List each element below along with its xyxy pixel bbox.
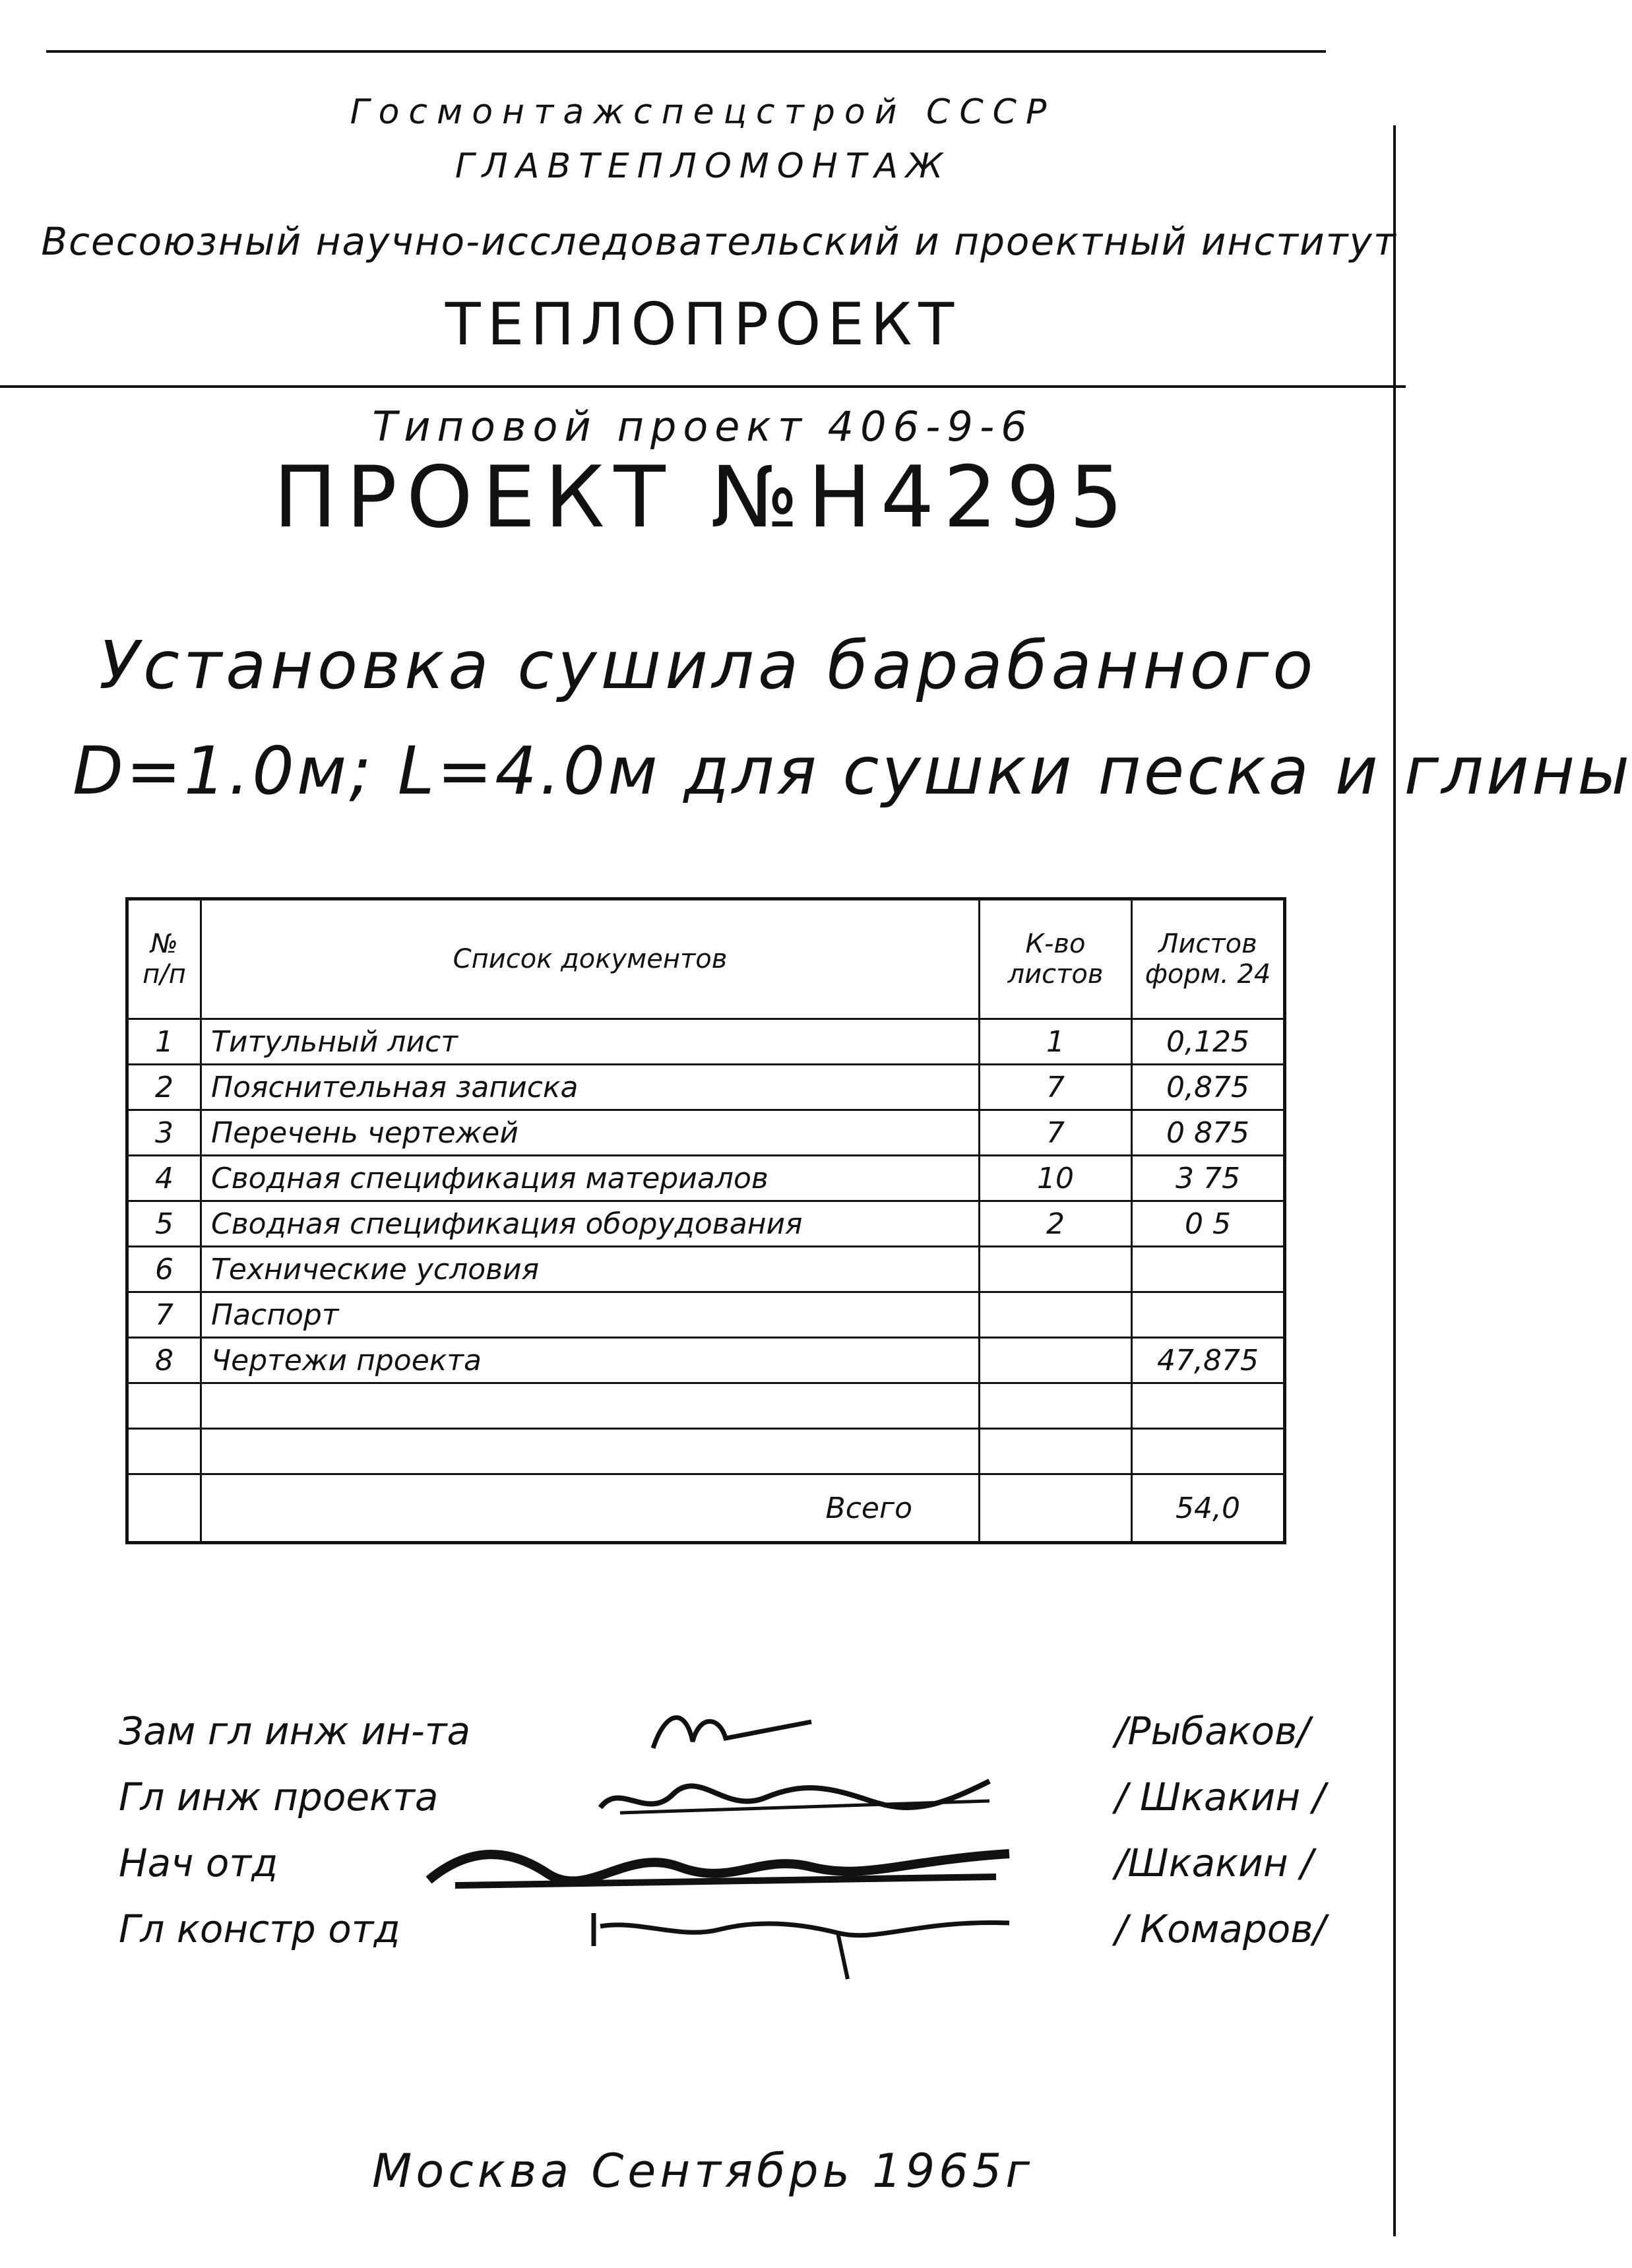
- format-sheets: [1132, 1247, 1285, 1292]
- sheet-count: 2: [980, 1201, 1132, 1247]
- document-name: Сводная спецификация материалов: [201, 1156, 980, 1201]
- signatory-name: / Шкакин /: [1115, 1775, 1326, 1819]
- col-header-format: Листов форм. 24: [1132, 899, 1285, 1019]
- table-row: [127, 1338, 1285, 1383]
- format-sheets: 0,125: [1132, 1019, 1285, 1065]
- document-name: [201, 1383, 980, 1429]
- documents-table: [125, 897, 1286, 1544]
- row-number: 4: [127, 1156, 201, 1201]
- row-number: 5: [127, 1201, 201, 1247]
- ministry-name: Госмонтажспецстрой СССР: [350, 92, 1056, 132]
- document-name: Чертежи проекта: [201, 1338, 980, 1383]
- format-sheets: [1132, 1292, 1285, 1338]
- institute-name: ТЕПЛОПРОЕКТ: [445, 290, 961, 358]
- row-number: [127, 1383, 201, 1429]
- signature-role: Зам гл инж ин-та: [119, 1709, 471, 1753]
- format-sheets: 3 75: [1132, 1156, 1285, 1201]
- col-header-name: Список документов: [201, 899, 980, 1019]
- top-rule: [46, 50, 1326, 53]
- place-and-date: Москва Сентябрь 1965г: [371, 2144, 1034, 2198]
- table-header-row: [127, 899, 1285, 1019]
- col-header-num: № п/п: [127, 899, 201, 1019]
- project-title-line-1: Установка сушила барабанного: [99, 627, 1317, 704]
- header-divider: [0, 385, 1406, 388]
- signatory-name: /Шкакин /: [1115, 1841, 1313, 1885]
- table-row: [127, 1019, 1285, 1065]
- sheet-count: [980, 1383, 1132, 1429]
- sheet-count: 1: [980, 1019, 1132, 1065]
- signature-role: Нач отд: [119, 1841, 278, 1885]
- signatory-name: / Комаров/: [1115, 1906, 1326, 1951]
- format-sheets: 47,875: [1132, 1338, 1285, 1383]
- document-name: Пояснительная записка: [201, 1065, 980, 1110]
- col-header-sheets: К-во листов: [980, 899, 1132, 1019]
- row-number: 8: [127, 1338, 201, 1383]
- format-sheets: 0 5: [1132, 1201, 1285, 1247]
- signature-row: [119, 1906, 1326, 1972]
- signatory-name: /Рыбаков/: [1115, 1709, 1310, 1753]
- format-sheets: [1132, 1383, 1285, 1429]
- row-number: 3: [127, 1110, 201, 1156]
- format-sheets: [1132, 1429, 1285, 1474]
- sheet-count: [980, 1292, 1132, 1338]
- sheet-count: [980, 1247, 1132, 1292]
- document-name: Сводная спецификация оборудования: [201, 1201, 980, 1247]
- row-number: 7: [127, 1292, 201, 1338]
- row-number: 2: [127, 1065, 201, 1110]
- handwritten-signature: [416, 1827, 1022, 1900]
- table-row: [127, 1201, 1285, 1247]
- department-name: ГЛАВТЕПЛОМОНТАЖ: [455, 146, 951, 186]
- table-total-row: [127, 1474, 1285, 1543]
- format-sheets: 0 875: [1132, 1110, 1285, 1156]
- sheet-count: 7: [980, 1110, 1132, 1156]
- table-cell: [127, 1474, 201, 1543]
- total-label: Всего: [201, 1474, 980, 1543]
- signature-role: Гл инж проекта: [119, 1775, 439, 1819]
- total-value: 54,0: [1132, 1474, 1285, 1543]
- document-name: [201, 1429, 980, 1474]
- handwritten-signature: [587, 1893, 1022, 1986]
- handwritten-signature: [594, 1761, 1003, 1834]
- table-row: [127, 1429, 1285, 1474]
- table-row: [127, 1247, 1285, 1292]
- document-name: Титульный лист: [201, 1019, 980, 1065]
- sheet-count: [980, 1338, 1132, 1383]
- table-row: [127, 1156, 1285, 1201]
- table-row: [127, 1110, 1285, 1156]
- document-name: Технические условия: [201, 1247, 980, 1292]
- row-number: [127, 1429, 201, 1474]
- table-row: [127, 1383, 1285, 1429]
- handwritten-signature: [646, 1695, 818, 1768]
- sheet-count: [980, 1429, 1132, 1474]
- document-name: Паспорт: [201, 1292, 980, 1338]
- document-name: Перечень чертежей: [201, 1110, 980, 1156]
- project-title-line-2: D=1.0м; L=4.0м для сушки песка и глины: [73, 732, 1632, 809]
- institute-description: Всесоюзный научно-исследовательский и проектный институт: [41, 219, 1397, 264]
- table-row: [127, 1065, 1285, 1110]
- table-cell: [980, 1474, 1132, 1543]
- sheet-count: 7: [980, 1065, 1132, 1110]
- typical-project: Типовой проект 406-9-6: [372, 402, 1034, 451]
- sheet-count: 10: [980, 1156, 1132, 1201]
- row-number: 1: [127, 1019, 201, 1065]
- format-sheets: 0,875: [1132, 1065, 1285, 1110]
- row-number: 6: [127, 1247, 201, 1292]
- signature-role: Гл констр отд: [119, 1906, 400, 1951]
- table-row: [127, 1292, 1285, 1338]
- project-number: ПРОЕКТ №Н4295: [273, 449, 1133, 547]
